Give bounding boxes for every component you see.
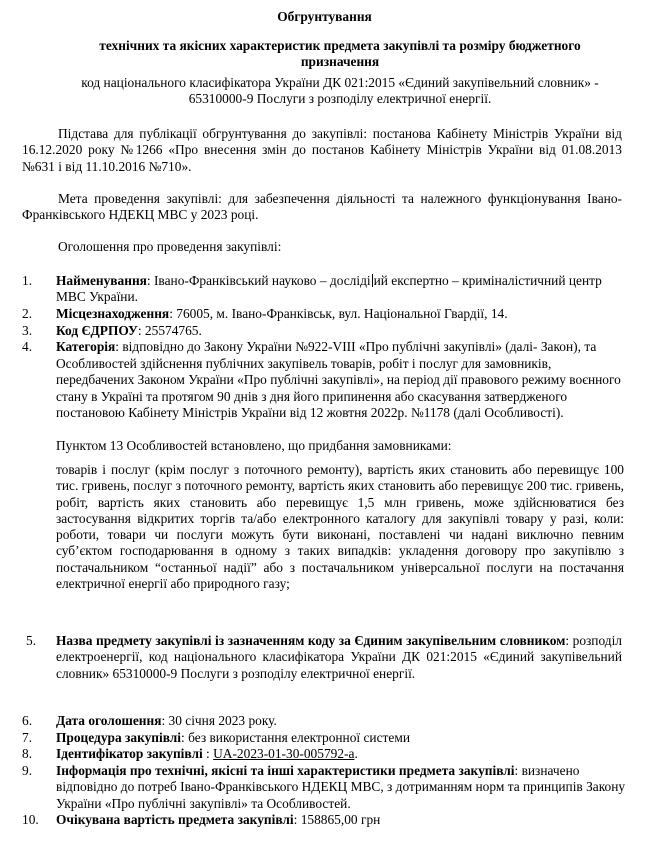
item-number: 2. (22, 306, 33, 321)
item-edrpou (56, 323, 626, 339)
paragraph-13: Пунктом 13 Особливостей встановлено, що придбання замовниками: (56, 438, 452, 453)
code-line-1: код національного класифікатора України ДК 021:2015 «Єдиний закупівельний словник» - (81, 75, 599, 90)
subtitle-line-1: технічних та якісних характеристик предмета закупівлі та розміру бюджетного (99, 38, 581, 53)
item-number: 9. (22, 763, 33, 778)
item-label: Очікувана вартість предмета закупівлі (56, 812, 294, 827)
purpose-paragraph: Мета проведення закупівлі: для забезпечення діяльності та належного функціонування Івано-Франківського НДЕКЦ МВС у 2023 році. (22, 191, 622, 223)
item-subject (56, 633, 622, 682)
item-name (56, 273, 626, 306)
item-label: Місцезнаходження (56, 306, 170, 321)
item-text: : 76005, м. Івано-Франківськ, вул. Національної Гвардії, 14. (169, 306, 508, 321)
text-cursor-icon (372, 274, 373, 287)
doc-subtitle (60, 38, 620, 71)
item-text: : відповідно до Закону України №922-VIII «Про публічні закупівлі» (далі- Закон), та Особливостей здійснення публічних закупівель товарів, робіт і послуг для замовників, передбачених Законом України «Про публічні закупівлі», на період дії правового режиму воєнного стану в Україні та протягом 90 днів з дня його припинення або скасування затвердженого постановою Кабінету Міністрів України від 12 жовтня 2022р. №1178 (далі Особливості). (56, 339, 621, 420)
item-number: 7. (22, 730, 33, 745)
item-number: 6. (22, 713, 33, 728)
doc-title: Обгрунтування (277, 9, 372, 24)
item-category (56, 339, 626, 422)
item-date (56, 713, 626, 729)
item-label: Категорія (56, 339, 116, 354)
item-characteristics (56, 763, 626, 812)
item-number: 3. (22, 323, 33, 338)
item-number: 1. (22, 273, 33, 288)
tender-id-link[interactable]: UA-2023-01-30-005792-a (213, 746, 355, 761)
item-number: 4. (22, 339, 33, 354)
item-label: Процедура закупівлі (56, 730, 182, 745)
item-label: Назва предмету закупівлі із зазначенням коду за Єдиним закупівельним словником (56, 633, 566, 648)
item-number: 5. (26, 633, 37, 648)
item-text: ий експертно – криміналістичний центр МВС України. (56, 273, 602, 305)
item-label: Найменування (56, 273, 147, 288)
announcement-heading: Оголошення про проведення закупівлі: (58, 239, 282, 254)
item-text: . (354, 746, 358, 761)
basis-paragraph: Підстава для публікації обгрунтування до закупівлі: постанова Кабінету Міністрів України від 16.12.2020 року №1266 «Про внесення змін до постанов Кабінету Міністрів України від 01.08.2013 №631 і від 11.10.2016 №710». (22, 126, 622, 174)
goods-conditions: товарів і послуг (крім послуг з поточного ремонту), вартість яких становить або перевищує 100 тис. гривень, послуг з поточного ремонту, вартість яких становить або перевищує 200 тис. гривень, робіт, вартість яких становить або перевищує 1,5 млн гривень, може здійснюватися без застосування відкритих торгів та/або електронного каталогу для закупівлі товару у разі, коли: роботи, товари чи послуги можуть бути виконані, поставлені чи надані виключно певним суб’єктом господарювання в одному з таких випадків: укладення договору про закупівлю з постачальником “останньої надії” або з постачальником універсальної послуги на постачання електричної енергії або природного газу; (56, 462, 624, 592)
item-label: Інформація про технічні, якісні та інші характеристики предмета закупівлі (56, 763, 515, 778)
subtitle-line-2: призначення (300, 54, 380, 70)
item-text: : (202, 746, 214, 761)
code-line-2: 65310000-9 Послуги з розподілу електричної енергії. (188, 91, 492, 107)
item-text: : Івано-Франківський науково – досліді (146, 273, 371, 288)
item-number: 8. (22, 746, 33, 761)
item-label: Код ЄДРПОУ (56, 323, 138, 338)
item-location (56, 306, 626, 322)
item-text: : 30 січня 2023 року. (161, 713, 277, 728)
item-number: 10. (22, 812, 39, 827)
item-expected-value (56, 812, 626, 828)
item-procedure (56, 730, 626, 746)
item-identifier (56, 746, 626, 762)
item-label: Дата оголошення (56, 713, 162, 728)
item-text: : визначено відповідно до потреб Івано-Франківського НДЕКЦ МВС, з дотриманням норм та принципів Закону України «Про публічні закупівлі» та Особливостей. (56, 763, 626, 811)
doc-code (60, 75, 620, 108)
item-text: : 25574765. (137, 323, 202, 338)
item-text: : 158865,00 грн (293, 812, 381, 827)
item-text: : без використання електронної системи (181, 730, 410, 745)
item-label: Ідентифікатор закупівлі (56, 746, 203, 761)
item-text: : розподіл електроенергії, код національного класифікатора України ДК 021:2015 «Єдиний закупівельний словник» 65310000-9 Послуги з розподілу електричної енергії. (56, 633, 622, 681)
